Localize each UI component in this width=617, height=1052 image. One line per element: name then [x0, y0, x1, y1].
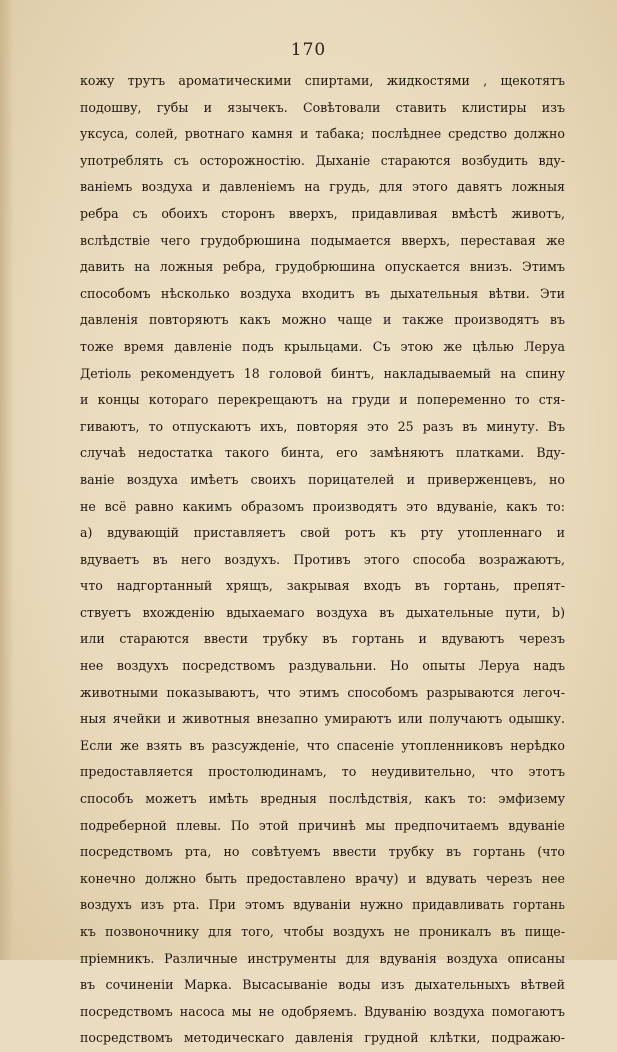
text-line: пріемникъ. Различные инструменты для вдуванія воздуха описаны: [80, 950, 565, 966]
text-line: ствуетъ вхожденію вдыхаемаго воздуха въ дыхательные пути, b): [80, 604, 565, 620]
text-line: ныя ячейки и животныя внезапно умираютъ или получаютъ одышку.: [80, 711, 565, 727]
text-line: вдуваетъ въ него воздухъ. Противъ этого способа возражаютъ,: [80, 551, 565, 567]
text-line: или стараются ввести трубку въ гортань и вдуваютъ черезъ: [80, 631, 565, 647]
text-line: посредствомъ методическаго давленія грудной клѣтки, подражаю-: [80, 1030, 565, 1046]
text-line: подошву, губы и язычекъ. Совѣтовали ставить клистиры изъ: [80, 99, 565, 115]
text-line: и концы котораго перекрещаютъ на груди и попеременно то стя-: [80, 392, 565, 408]
text-line: посредствомъ рта, но совѣтуемъ ввести трубку въ гортань (что: [80, 844, 565, 860]
text-line: гиваютъ, то отпускаютъ ихъ, повторяя это 25 разъ въ минуту. Въ: [80, 418, 565, 434]
text-line: что надгортанный хрящъ, закрывая входъ въ гортань, препят-: [80, 578, 565, 594]
text-line: нее воздухъ посредствомъ раздувальни. Но опыты Леруа надъ: [80, 658, 565, 674]
text-line: животными показываютъ, что этимъ способомъ разрываются легоч-: [80, 684, 565, 700]
text-line: воздухъ изъ рта. При этомъ вдуваніи нужно придавливать гортань: [80, 897, 565, 913]
text-line: уксуса, солей, рвотнаго камня и табака; послѣднее средство должно: [80, 126, 565, 142]
text-line: конечно должно быть предоставлено врачу) и вдувать черезъ нее: [80, 870, 565, 886]
text-line: вслѣдствіе чего грудобрюшина подымается вверхъ, переставая же: [80, 232, 565, 248]
text-line: а) вдувающій приставляетъ свой ротъ къ рту утопленнаго и: [80, 525, 565, 541]
text-line: случаѣ недостатка такого бинта, его замѣняютъ платками. Вду-: [80, 445, 565, 461]
text-line: посредствомъ насоса мы не одобряемъ. Вдуванію воздуха помогаютъ: [80, 1003, 565, 1019]
text-line: предоставляется простолюдинамъ, то неудивительно, что этотъ: [80, 764, 565, 780]
text-line: способомъ нѣсколько воздуха входитъ въ дыхательныя вѣтви. Эти: [80, 285, 565, 301]
text-line: ребра съ обоихъ сторонъ вверхъ, придавливая вмѣстѣ животъ,: [80, 205, 565, 221]
text-line: употреблять съ осторожностію. Дыханіе стараются возбудить вду-: [80, 152, 565, 168]
text-line: Если же взять въ разсужденіе, что спасеніе утопленниковъ нерѣдко: [80, 737, 565, 753]
text-line: подреберной плевы. По этой причинѣ мы предпочитаемъ вдуваніе: [80, 817, 565, 833]
text-line: давленія повторяютъ какъ можно чаще и также производятъ въ: [80, 312, 565, 328]
page-number: 170: [290, 40, 327, 60]
text-line: ваніе воздуха имѣетъ своихъ порицателей и приверженцевъ, но: [80, 471, 565, 487]
text-line: къ позвоночнику для того, чтобы воздухъ не проникалъ въ пище-: [80, 924, 565, 939]
text-line: Детіоль рекомендуетъ 18 головой бинтъ, накладываемый на спину: [80, 365, 565, 381]
body-text: [80, 68, 565, 1052]
text-line: кожу трутъ ароматическими спиртами, жидкостями , щекотятъ: [80, 73, 565, 88]
text-line: давить на ложныя ребра, грудобрюшина опускается внизъ. Этимъ: [80, 259, 565, 275]
text-line: ваніемъ воздуха и давленіемъ на грудь, для этого давятъ ложныя: [80, 179, 565, 195]
text-line: тоже время давленіе подъ крыльцами. Съ этою же цѣлью Леруа: [80, 338, 565, 354]
text-line: въ сочиненіи Марка. Высасываніе воды изъ дыхательныхъ вѣтвей: [80, 977, 565, 993]
text-line: способъ можетъ имѣть вредныя послѣдствія, какъ то: эмфизему: [80, 791, 565, 807]
text-line: не всё равно какимъ образомъ производятъ это вдуваніе, какъ то:: [80, 498, 565, 514]
page-edge-shadow: [0, 0, 14, 960]
